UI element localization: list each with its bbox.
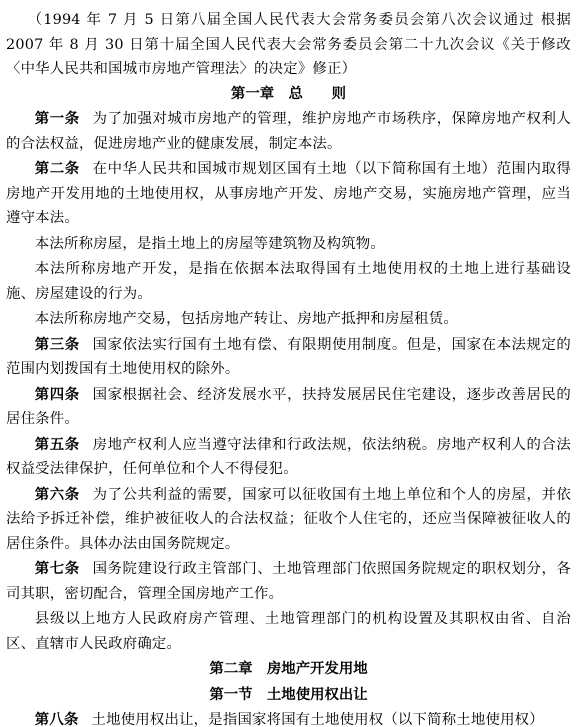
article-6-text: 为了公共利益的需要，国家可以征收国有土地上单位和个人的房屋，并依法给予拆迁补偿，维护被征收人的合法权益；征收个人住宅的，还应当保障被征收人的居住条件。具体办法由国务院规定。 (6, 486, 571, 552)
article-7 (6, 557, 571, 606)
article-2-paragraph-4: 本法所称房地产交易，包括房地产转让、房地产抵押和房屋租赁。 (34, 311, 458, 327)
article-3-text: 国家依法实行国有土地有偿、有限期使用制度。但是，国家在本法规定的范围内划拨国有土地使用权的除外。 (6, 336, 571, 377)
article-3-label: 第三条 (34, 336, 80, 353)
chapter-1-heading: 第一章 总 则 (230, 85, 347, 102)
section-1-heading: 第一节 土地使用权出让 (209, 686, 368, 703)
article-5-text: 房地产权利人应当遵守法律和行政法规，依法纳税。房地产权利人的合法权益受法律保护，任何单位和个人不得侵犯。 (6, 436, 571, 477)
article-8 (6, 708, 571, 727)
article-1-label: 第一条 (34, 111, 80, 127)
article-8-text: 土地使用权出让，是指国家将国有土地使用权（以下简称土地使用权） (91, 712, 544, 727)
article-4-text: 国家根据社会、经济发展水平，扶持发展居民住宅建设，逐步改善居民的居住条件。 (6, 386, 571, 427)
article-3 (6, 333, 571, 382)
article-7-paragraph-2: 县级以上地方人民政府房产管理、土地管理部门的机构设置及其职权由省、自治区、直辖市人民政府确定。 (6, 611, 571, 652)
article-1-text: 为了加强对城市房地产的管理，维护房地产市场秩序，保障房地产权利人的合法权益，促进房地产业的健康发展，制定本法。 (6, 111, 571, 152)
article-4-label: 第四条 (34, 386, 80, 403)
article-7-text: 国务院建设行政主管部门、土地管理部门依照国务院规定的职权划分，各司其职，密切配合，管理全国房地产工作。 (6, 561, 571, 602)
article-8-label: 第八条 (34, 712, 79, 727)
article-2-text: 在中华人民共和国城市规划区国有土地（以下简称国有土地）范围内取得房地产开发用地的土地使用权，从事房地产开发、房地产交易，实施房地产管理，应当遵守本法。 (6, 161, 571, 226)
article-2-paragraph-2: 本法所称房屋，是指土地上的房屋等建筑物及构筑物。 (34, 235, 385, 252)
article-5 (6, 433, 571, 482)
article-6-label: 第六条 (34, 486, 80, 503)
article-5-label: 第五条 (34, 436, 80, 453)
article-4 (6, 383, 571, 432)
article-2-label: 第二条 (34, 161, 80, 177)
article-6 (6, 483, 571, 557)
chapter-2-heading: 第二章 房地产开发用地 (209, 661, 368, 677)
article-1 (6, 107, 571, 156)
article-7-label: 第七条 (34, 561, 80, 577)
article-2 (6, 157, 571, 231)
preamble-note: （1994 年 7 月 5 日第八届全国人民代表大会常务委员会第八次会议通过 根据 2007 年 8 月 30 日第十届全国人民代表大会常务委员会第二十九次会议《关于修改〈中华人民共和国城市房地产管理法〉的决定》修正） (6, 12, 571, 77)
article-2-paragraph-3: 本法所称房地产开发，是指在依据本法取得国有土地使用权的土地上进行基础设施、房屋建设的行为。 (6, 261, 571, 302)
